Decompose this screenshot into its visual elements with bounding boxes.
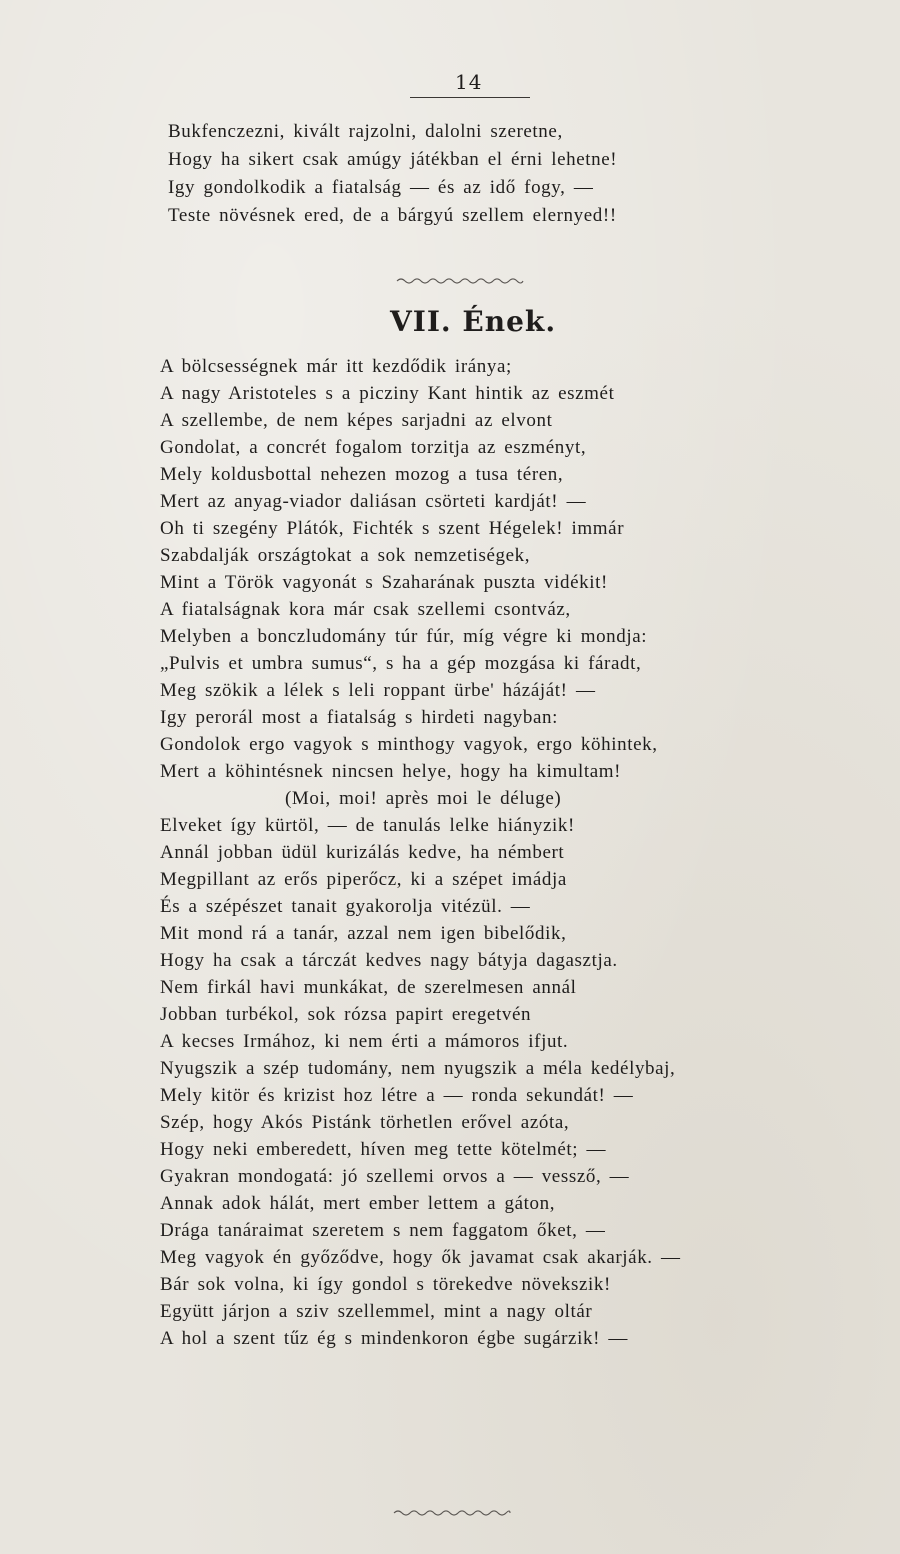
verse-line: Együtt járjon a sziv szellemmel, mint a nagy oltár <box>160 1301 593 1322</box>
verse-line: Gyakran mondogatá: jó szellemi orvos a — vessző, — <box>160 1166 630 1187</box>
page-number-rule <box>410 97 530 98</box>
verse-line: Igy gondolkodik a fiatalság — és az idő fogy, — <box>168 177 594 198</box>
verse-line: Oh ti szegény Plátók, Fichték s szent Hégelek! immár <box>160 518 625 539</box>
verse-line: Drága tanáraimat szeretem s nem faggatom őket, — <box>160 1220 606 1241</box>
verse-line: Nyugszik a szép tudomány, nem nyugszik a méla kedélybaj, <box>160 1058 676 1079</box>
verse-line: Mely kitör és krizist hoz létre a — ronda sekundát! — <box>160 1085 634 1106</box>
verse-line: Annak adok hálát, mert ember lettem a gáton, <box>160 1193 556 1214</box>
verse-line: Szép, hogy Akós Pistánk törhetlen erővel azóta, <box>160 1112 570 1133</box>
verse-line: A kecses Irmához, ki nem érti a mámoros ifjut. <box>160 1031 569 1052</box>
verse-line: Igy perorál most a fiatalság s hirdeti nagyban: <box>160 707 558 728</box>
top-stanza <box>168 118 617 230</box>
verse-line: Meg vagyok én győződve, hogy ők javamat csak akarják. — <box>160 1247 681 1268</box>
verse-line: Mint a Török vagyonát s Szaharának puszta vidékit! <box>160 572 608 593</box>
verse-line: Melyben a bonczludomány túr fúr, míg végre ki mondja: <box>160 626 648 647</box>
section-heading: VII. Ének. <box>390 305 557 338</box>
verse-body <box>160 353 681 1352</box>
verse-line: Megpillant az erős piperőcz, ki a szépet imádja <box>160 869 567 890</box>
verse-line: Gondolat, a concrét fogalom torzitja az eszményt, <box>160 437 587 458</box>
verse-line: Mely koldusbottal nehezen mozog a tusa téren, <box>160 464 564 485</box>
verse-line: A szellembe, de nem képes sarjadni az elvont <box>160 410 553 431</box>
verse-line: Mit mond rá a tanár, azzal nem igen bibelődik, <box>160 923 567 944</box>
verse-line: És a szépészet tanait gyakorolja vitézül. — <box>160 896 531 917</box>
verse-line: Jobban turbékol, sok rózsa papirt eregetvén <box>160 1004 532 1025</box>
wavy-divider-ornament <box>395 276 525 286</box>
verse-line: Annál jobban üdül kurizálás kedve, ha némbert <box>160 842 565 863</box>
verse-line: Elveket így kürtöl, — de tanulás lelke hiányzik! <box>160 815 575 836</box>
verse-line: Szabdalják országtokat a sok nemzetiségek, <box>160 545 531 566</box>
wavy-divider-ornament <box>392 1508 512 1518</box>
verse-line: Bukfenczezni, kivált rajzolni, dalolni szeretne, <box>168 121 563 142</box>
verse-line: Gondolok ergo vagyok s minthogy vagyok, ergo köhintek, <box>160 734 658 755</box>
verse-line: Hogy neki emberedett, híven meg tette kötelmét; — <box>160 1139 607 1160</box>
verse-line: A nagy Aristoteles s a piczinу Kant hintik az eszmét <box>160 383 615 404</box>
verse-line: Nem firkál havi munkákat, de szerelmesen annál <box>160 977 577 998</box>
verse-line-indented: (Moi, moi! après moi le déluge) <box>285 788 562 809</box>
verse-line: Hogy ha sikert csak amúgy játékban el érni lehetne! <box>168 149 618 170</box>
verse-line: A hol a szent tűz ég s mindenkoron égbe sugárzik! — <box>160 1328 628 1349</box>
verse-line: Mert az anyag-viador daliásan csörteti kardját! — <box>160 491 587 512</box>
verse-line: Teste növésnek ered, de a bárgyú szellem elernyed!! <box>168 205 617 226</box>
verse-line: A fiatalságnak kora már csak szellemi csontváz, <box>160 599 571 620</box>
verse-line: Hogy ha csak a tárczát kedves nagy bátyja dagasztja. <box>160 950 618 971</box>
verse-line: Mert a köhintésnek nincsen helye, hogy ha kimultam! <box>160 761 622 782</box>
verse-line: A bölcsességnek már itt kezdődik iránya; <box>160 356 512 377</box>
verse-line: Meg szökik a lélek s leli roppant ürbe' házáját! — <box>160 680 596 701</box>
verse-line: Bár sok volna, ki így gondol s törekedve növekszik! <box>160 1274 611 1295</box>
verse-line: „Pulvis et umbra sumus“, s ha a gép mozgása ki fáradt, <box>160 653 642 674</box>
page-number: 14 <box>455 70 483 94</box>
